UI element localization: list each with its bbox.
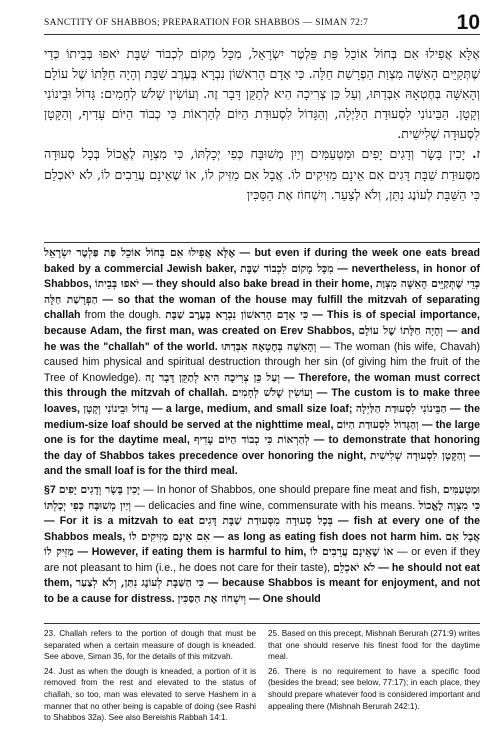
translation-text: from the dough. bbox=[80, 309, 162, 322]
translation-text: — the medium-size loaf should be served at the nighttime meal, bbox=[44, 402, 480, 431]
translation-paragraph-7 bbox=[44, 483, 480, 608]
hebrew-phrase: הַבֵּינוֹנִי לִסְעוּדַת הַלַּיְלָה bbox=[355, 402, 447, 415]
translation-text: — a large, medium, and small size loaf; bbox=[148, 402, 353, 415]
translation-text: — For it is a mitzvah to eat bbox=[44, 515, 194, 528]
english-translation-block bbox=[44, 246, 480, 608]
hebrew-phrase: כִּי הַשַּׁבָּת לְעוֹנֶג נִתַּן, וְלֹא לְצַעַר bbox=[75, 577, 205, 590]
translation-text: — to demonstrate that honoring the day of Shabbos takes precedence over honoring the night, bbox=[44, 434, 481, 462]
running-header bbox=[44, 11, 480, 36]
translation-text: — he should not eat them, bbox=[44, 561, 480, 590]
hebrew-phrase: מִכָּל מָקוֹם לִכְבוֹד שַׁבָּת bbox=[240, 262, 334, 275]
hebrew-phrase: כְּדֵי שֶׁתְּקַיֵּים הָאִשָּׁה מִצְוַת הַפְרָשַׁת חַלָּה bbox=[44, 278, 480, 306]
hebrew-phrase: אֲבָל אִם מַזִּיק לוֹ bbox=[44, 530, 480, 559]
hebrew-text-block bbox=[44, 44, 480, 205]
footnote-23: 23. Challah refers to the portion of dough that must be separated when a certain measure of dough is kneaded. See above, Siman 35, for the details of this mitzvah. bbox=[44, 629, 256, 662]
page-number: 10 bbox=[456, 11, 480, 34]
hebrew-phrase: וְהַקָּטָן לִסְעוּדָה שְׁלִישִׁית bbox=[370, 449, 466, 462]
hebrew-paragraph-2-text: יָכִין בָּשָׂר וְדָגִים יָפִים וּמַטְעַמִּים וְיַיִן מְשׁוּבָּח כְּפִי יְכָלְתּוֹ, כִּי מִצְוָה לֶאֱכוֹל בְּכָל סְעוּדָה מִסְּעוּדַת שַׁבָּת דָּגִים אִם אֵינָם מַזִּיקִים לוֹ. אֲבָל אִם מַזִּיק לוֹ, אוֹ שֶׁאֵינָם עֲרֵבִים לוֹ, לֹא יֹאכְלֵם כִּי הַשַּׁבָּת לְעוֹנֶג נִתַּן, וְלֹא לְצַעַר. וְיִשְׁחוֹז אֶת הַסַּכִּין bbox=[44, 146, 480, 202]
translation-text: — and he was the "challah" of the world. bbox=[44, 324, 480, 353]
hebrew-phrase: וְהָאִשָּׁה בְּחֶטְאָהּ אִבְּדַתּוּ bbox=[221, 340, 317, 353]
hebrew-phrase: לֹא יֹאכְלֵם bbox=[333, 561, 376, 574]
hebrew-phrase: וְהַגָּדוֹל לִסְעוּדַת הַיּוֹם bbox=[336, 418, 419, 431]
hebrew-phrase: אֶלָּא אֲפִילוּ אִם בְּחוֹל אוֹכֵל פַּת פַּלְטֶר יִשְׂרָאֵל bbox=[44, 247, 236, 259]
hebrew-phrase: כִּי מִצְוָה לֶאֱכוֹל bbox=[418, 499, 480, 512]
hebrew-phrase: יָכִין בָּשָׂר וְדָגִים יָפִים bbox=[58, 483, 141, 496]
hebrew-paragraph-2 bbox=[44, 144, 480, 204]
footnote-rule bbox=[44, 623, 480, 624]
translation-text: — However, if eating them is harmful to him, bbox=[73, 546, 307, 559]
hebrew-phrase: אוֹ שֶׁאֵינָם עֲרֵבִים לוֹ bbox=[310, 546, 394, 559]
translation-text: — The custom is to make three loaves, bbox=[44, 387, 480, 415]
footnote-column-right bbox=[268, 628, 480, 727]
section-divider bbox=[44, 242, 480, 243]
translation-text: — as long as eating fish does not harm him. bbox=[209, 530, 442, 543]
hebrew-phrase: לְהַרְאוֹת כִּי כְבוֹד הַיּוֹם עָדִיף bbox=[193, 434, 310, 447]
translation-text: — they should also bake bread in their home, bbox=[139, 278, 373, 291]
hebrew-phrase: וְעַל כֵּן צְרִיכָה הִיא לְתַקֵּן דָּבָר זֶה bbox=[145, 371, 280, 384]
hebrew-phrase: יֹאפוּ בְּבֵיתוֹ bbox=[94, 278, 140, 291]
footnote-26: 26. There is no requirement to have a specific food (besides the bread; see below, 77:17); in each place, they should prepare whatever food is considered important and appealing there (Mishnah Berurah 242:1). bbox=[268, 666, 480, 711]
hebrew-phrase: אִם אֵינָם מַזִּיקִים לוֹ bbox=[129, 530, 210, 543]
hebrew-phrase: וְעוֹשִׂין שָׁלֹשׁ לְחָמִים bbox=[231, 387, 313, 400]
hebrew-section-number: ז. bbox=[472, 146, 480, 162]
translation-text: — In honor of Shabbos, one should prepare fine meat and fish, bbox=[140, 483, 440, 496]
translation-text: — and the small loaf is for the third meal. bbox=[44, 449, 480, 478]
translation-text: — because Shabbos is meant for enjoyment, and not to be a cause for distress. bbox=[44, 577, 480, 606]
translation-paragraph-1 bbox=[44, 246, 480, 480]
translation-text: — This is of special importance, because Adam, the first man, was created on Erev Shabbos, bbox=[44, 309, 480, 337]
translation-text: — Therefore, the woman must correct this through the mitzvah of challah. bbox=[44, 371, 480, 400]
hebrew-phrase: וְיִשְׁחוֹז אֶת הַסַּכִּין bbox=[177, 593, 247, 606]
section-marker: §7 bbox=[44, 483, 56, 496]
translation-text: — One should bbox=[246, 593, 321, 606]
footnote-25: 25. Based on this precept, Mishnah Berurah (271:9) writes that one should reserve his finest food for the daytime meal. bbox=[268, 629, 480, 662]
hebrew-phrase: גָּדוֹל וּבֵינוֹנִי וְקָטָן bbox=[83, 402, 149, 415]
translation-text: — fish at every one of the Shabbos meals, bbox=[44, 515, 480, 543]
translation-text: — but even if during the week one eats bread baked by a commercial Jewish baker, bbox=[44, 247, 480, 275]
running-head-title: SANCTITY OF SHABBOS; PREPARATION FOR SHABBOS — SIMAN 72:7 bbox=[44, 18, 369, 28]
hebrew-phrase: וְהָיָה חַלָּתוֹ שֶׁל עוֹלָם bbox=[358, 324, 443, 337]
translation-text: — or even if they are not pleasant to him (i.e., he does not care for their taste), bbox=[44, 546, 480, 574]
header-rule bbox=[44, 34, 480, 35]
footnote-column-left bbox=[44, 628, 256, 727]
hebrew-phrase: וּמַטְעַמִּים וְיַיִן מְשׁוּבָּח כְּפִי יְכָלְתּוֹ bbox=[44, 483, 480, 512]
translation-text: — The woman (his wife, Chavah) caused him physical and spiritual destruction through her sin (of giving him the fruit of the Tree of Knowledge). bbox=[44, 340, 480, 384]
translation-text: — so that the woman of the house may fulfill the mitzvah of separating challah bbox=[44, 293, 480, 322]
footnotes bbox=[44, 628, 480, 727]
translation-text: — the large one is for the daytime meal, bbox=[44, 418, 481, 447]
hebrew-paragraph-1: אֶלָּא אֲפִילוּ אִם בְּחוֹל אוֹכֵל פַּת פַּלְטֶר יִשְׂרָאֵל, מִכָּל מָקוֹם לִכְבוֹד שַׁבָּת יֹאפוּ בְּבֵיתוֹ כְּדֵי שֶׁתְּקַיֵּים הָאִשָּׁה מִצְוַת הַפְרָשַׁת חַלָּה. כִּי אָדָם הָרִאשׁוֹן נִבְרָא בְּעֶרֶב שַׁבָּת וְהָיָה חַלָּתוֹ שֶׁל עוֹלָם וְהָאִשָּׁה בְּחֶטְאָהּ אִבְּדַתּוּ, וְעַל כֵּן צְרִיכָה הִיא לְתַקֵּן דָּבָר זֶה. וְעוֹשִׂין שָׁלֹשׁ לְחָמִים: גָּדוֹל וּבֵינוֹנִי וְקָטָן. הַבֵּינוֹנִי לִסְעוּדַת הַלַּיְלָה, וְהַגָּדוֹל לִסְעוּדַת הַיּוֹם לְהַרְאוֹת כִּי כְבוֹד הַיּוֹם עָדִיף, וְהַקָּטָן לִסְעוּדָה שְׁלִישִׁית. bbox=[44, 46, 480, 142]
footnote-24: 24. Just as when the dough is kneaded, a portion of it is removed from the rest and elevated to the status of challah, so too, man was elevated to serve Hashem in a manner that no other being is capable of doing (see Rashi to Shabbos 32a). See also Bereishis Rabbah 14:1. bbox=[44, 666, 256, 723]
hebrew-phrase: כִּי אָדָם הָרִאשׁוֹן נִבְרָא בְּעֶרֶב שַׁבָּת bbox=[165, 309, 309, 322]
translation-text: — delicacies and fine wine, commensurate with his means. bbox=[131, 499, 416, 512]
translation-text: — nevertheless, in honor of Shabbos, bbox=[44, 262, 481, 291]
hebrew-phrase: בְּכָל סְעוּדָה מִסְּעוּדַת שַׁבָּת דָּגִים bbox=[198, 515, 333, 528]
